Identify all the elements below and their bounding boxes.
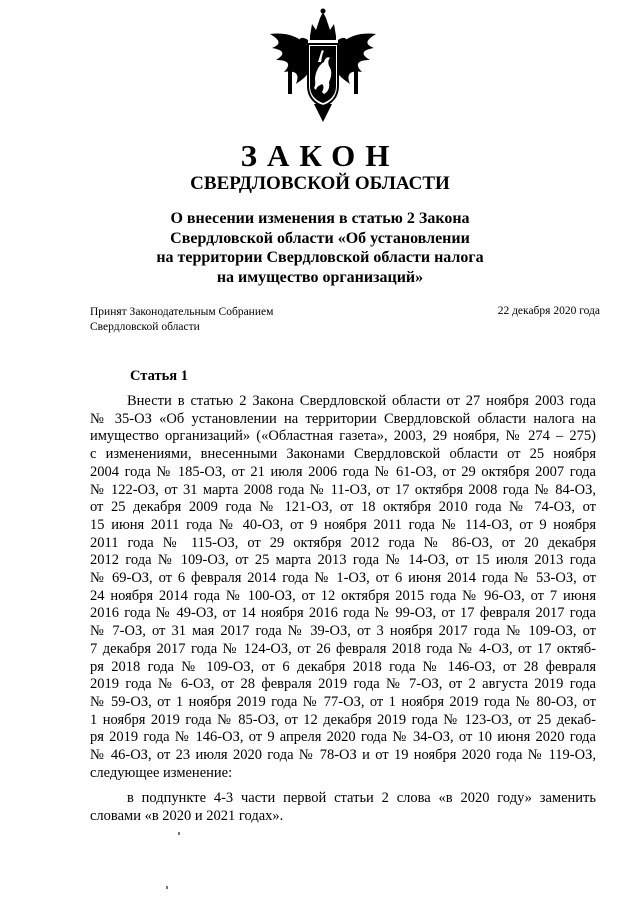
adoption-line: Свердловской области xyxy=(90,321,200,333)
text-line: № 46-ОЗ, от 23 июля 2020 года № 78-ОЗ и от 19 ноября 2020 года № 119-ОЗ, xyxy=(90,747,596,764)
text-line: № 7-ОЗ, от 31 мая 2017 года № 39-ОЗ, от 3 ноября 2017 года № 109-ОЗ, от xyxy=(90,623,596,640)
text-line: с изменениями, внесенными Законами Свердловской области от 25 ноября xyxy=(90,446,596,463)
region-subtitle: СВЕРДЛОВСКОЙ ОБЛАСТИ xyxy=(190,173,450,194)
text-line: следующее изменение: xyxy=(90,764,233,781)
text-line: 1 ноября 2019 года № 85-ОЗ, от 12 декабря 2019 года № 123-ОЗ, от 25 декаб- xyxy=(90,711,596,728)
text-line: № 69-ОЗ, от 6 февраля 2014 года № 1-ОЗ, от 6 июня 2014 года № 53-ОЗ, от xyxy=(90,570,596,587)
law-title-line: Свердловской области «Об установлении xyxy=(170,229,470,247)
text-line: от 25 декабря 2009 года № 121-ОЗ, от 18 октября 2010 года № 74-ОЗ, от xyxy=(90,499,596,516)
text-line: 2011 года № 115-ОЗ, от 29 октября 2012 года № 86-ОЗ, от 20 декабря xyxy=(90,534,596,551)
text-line: ря 2019 года № 146-ОЗ, от 9 апреля 2020 года № 34-ОЗ, от 10 июня 2020 года xyxy=(90,729,596,746)
document-type-title: ЗАКОН xyxy=(240,138,400,173)
adoption-body xyxy=(90,305,273,335)
law-title-line: на имущество организаций» xyxy=(216,268,424,286)
text-line: 2019 года № 6-ОЗ, от 28 февраля 2019 года № 7-ОЗ, от 2 августа 2019 года xyxy=(90,676,596,693)
text-line: 7 декабря 2017 года № 124-ОЗ, от 26 февраля 2018 года № 4-ОЗ, от 17 октяб- xyxy=(90,640,596,657)
coat-of-arms-emblem xyxy=(258,6,388,126)
law-title-line: О внесении изменения в статью 2 Закона xyxy=(170,210,470,227)
text-line: № 59-ОЗ, от 1 ноября 2019 года № 77-ОЗ, от 1 ноября 2019 года № 80-ОЗ, от xyxy=(90,693,596,710)
article-heading: Статья 1 xyxy=(130,368,188,384)
text-line: 15 июня 2011 года № 40-ОЗ, от 9 ноября 2011 года № 114-ОЗ, от 9 ноября xyxy=(90,516,596,533)
paragraph-amendment-intro xyxy=(90,393,596,782)
scan-speck xyxy=(178,832,180,835)
text-line: № 35-ОЗ «Об установлении на территории Свердловской области налога на xyxy=(90,410,596,427)
adoption-line: Принят Законодательным Собранием xyxy=(90,306,274,318)
article-body xyxy=(90,393,596,826)
text-line: 2004 года № 185-ОЗ, от 21 июля 2006 года № 61-ОЗ, от 29 октября 2007 года xyxy=(90,463,596,480)
text-line: 24 ноября 2014 года № 100-ОЗ, от 12 октября 2015 года № 96-ОЗ, от 7 июня xyxy=(90,587,596,604)
text-line: словами «в 2020 и 2021 годах». xyxy=(90,808,284,825)
law-title xyxy=(0,209,640,287)
text-line: № 122-ОЗ, от 31 марта 2008 года № 11-ОЗ, от 17 октября 2008 года № 84-ОЗ, xyxy=(90,481,596,498)
text-line: имущество организаций» («Областная газета», 2003, 29 ноября, № 274 – 275) xyxy=(90,428,596,445)
text-line: Внести в статью 2 Закона Свердловской области от 27 ноября 2003 года xyxy=(127,393,596,409)
text-line: 2016 года № 49-ОЗ, от 14 ноября 2016 года № 99-ОЗ, от 17 февраля 2017 года xyxy=(90,605,596,622)
text-line: 2012 года № 109-ОЗ, от 25 марта 2013 года № 14-ОЗ, от 15 июля 2013 года xyxy=(90,552,596,569)
scan-speck xyxy=(166,886,168,889)
paragraph-amendment-text xyxy=(90,790,596,825)
adoption-date: 22 декабря 2020 года xyxy=(497,305,600,317)
law-title-line: на территории Свердловской области налога xyxy=(156,249,484,266)
text-line: ря 2018 года № 109-ОЗ, от 6 декабря 2018 года № 146-ОЗ, от 28 февраля xyxy=(90,658,596,675)
text-line: в подпункте 4-3 части первой статьи 2 слова «в 2020 году» заменить xyxy=(127,790,596,807)
